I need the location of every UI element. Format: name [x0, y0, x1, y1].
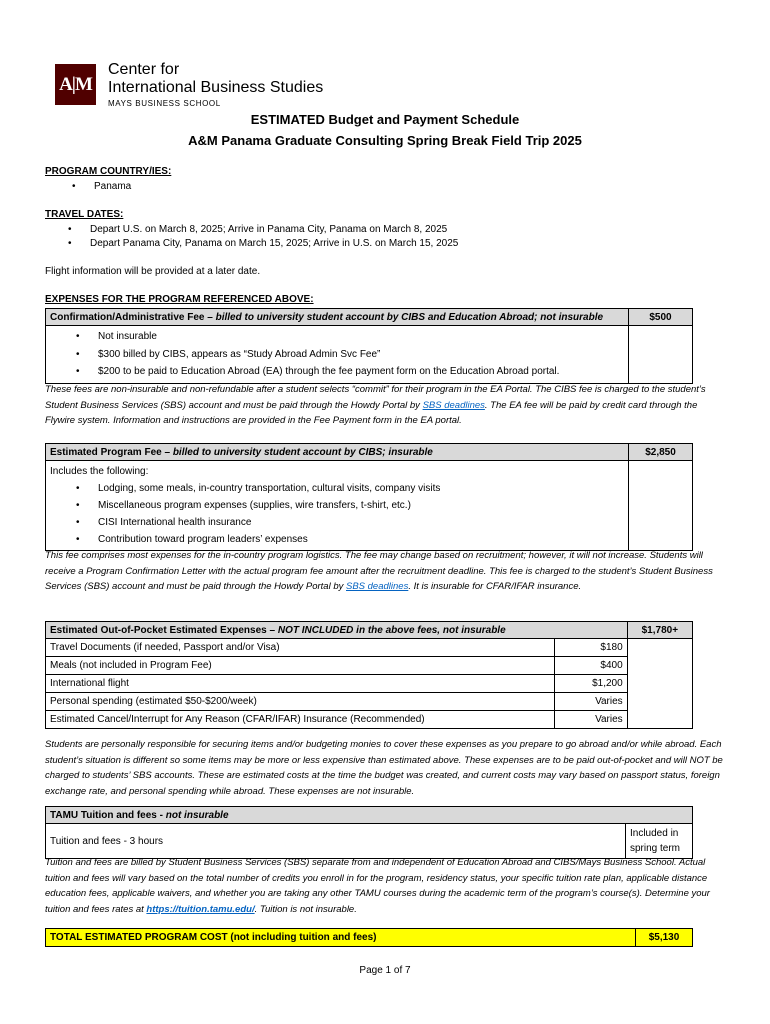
admin-fee-note: These fees are non-insurable and non-refundable after a student selects “commit” for their program in the EA Portal. The CIBS fee is charged to the student’s Student Business Services (SBS) account and must be paid through the Howdy Portal by SBS deadlines. The EA fee will be paid by credit card through the Flywire system. Information and instructions are provided in the Fee Payment form in the EA portal. — [45, 384, 706, 426]
logo-line-3: MAYS BUSINESS SCHOOL — [108, 99, 221, 108]
logo-line-1: Center for — [108, 61, 180, 78]
list-item: • Lodging, some meals, in-country transportation, cultural visits, company visits — [98, 480, 624, 497]
table-row: Estimated Cancel/Interrupt for Any Reason (CFAR/IFAR) Insurance (Recommended) Varies — [46, 711, 693, 729]
page-number: Page 1 of 7 — [359, 965, 411, 976]
program-fee-items — [46, 461, 629, 551]
logo-line-2: International Business Studies — [108, 79, 324, 96]
program-fee-amount: $2,850 — [629, 444, 693, 461]
total-table — [45, 928, 693, 947]
country-heading: PROGRAM COUNTRY/IES: — [45, 166, 172, 177]
table-row: Meals (not included in Program Fee) $400 — [46, 657, 693, 675]
expenses-heading: EXPENSES FOR THE PROGRAM REFERENCED ABOVE: — [45, 294, 314, 305]
oop-title: Estimated Out-of-Pocket Estimated Expenses – NOT INCLUDED in the above fees, not insurable — [46, 622, 628, 639]
table-row: International flight $1,200 — [46, 675, 693, 693]
total-label: TOTAL ESTIMATED PROGRAM COST (not including tuition and fees) — [46, 929, 636, 947]
list-item: • CISI International health insurance — [98, 514, 624, 531]
sbs-deadlines-link[interactable]: SBS deadlines — [422, 399, 485, 411]
flight-info: Flight information will be provided at a later date. — [45, 266, 261, 277]
list-item: • Contribution toward program leaders’ expenses — [98, 531, 624, 548]
oop-amount: $1,780+ — [627, 622, 692, 639]
admin-fee-amount: $500 — [629, 309, 693, 326]
total-amount: $5,130 — [636, 929, 693, 947]
admin-fee-items — [46, 326, 629, 384]
travel-item: • Depart U.S. on March 8, 2025; Arrive in Panama City, Panama on March 8, 2025 — [90, 224, 447, 235]
table-row: Tuition and fees - 3 hours Included in spring term — [46, 824, 693, 859]
list-item: • Miscellaneous program expenses (supplies, wire transfers, t-shirt, etc.) — [98, 497, 624, 514]
country-item: • Panama — [94, 181, 131, 192]
list-item: • Not insurable — [98, 328, 624, 346]
program-fee-note: This fee comprises most expenses for the in-country program logistics. The fee may change based on recruitment; however, it will not increase. Students will receive a Program Confirmation Letter with the actual program fee amount after the recruitment deadline. This fee is charged to the student’s Student Business Services (SBS) account and must be paid through the Howdy Portal by SBS deadlines. It is insurable for CFAR/IFAR insurance. — [45, 550, 713, 592]
page-title: ESTIMATED Budget and Payment Schedule — [250, 112, 520, 127]
travel-heading: TRAVEL DATES: — [45, 209, 124, 220]
page-subtitle: A&M Panama Graduate Consulting Spring Break Field Trip 2025 — [188, 133, 582, 148]
travel-item: • Depart Panama City, Panama on March 15, 2025; Arrive in U.S. on March 15, 2025 — [90, 238, 458, 249]
program-fee-table — [45, 443, 693, 551]
tuition-table — [45, 806, 693, 859]
sbs-deadlines-link[interactable]: SBS deadlines — [346, 581, 409, 592]
admin-fee-title: Confirmation/Administrative Fee – billed to university student account by CIBS and Education Abroad; not insurable — [46, 309, 629, 326]
out-of-pocket-table — [45, 621, 693, 729]
list-item: • $200 to be paid to Education Abroad (EA) through the fee payment form on the Education Abroad portal. — [98, 363, 624, 381]
admin-fee-table — [45, 308, 693, 384]
tuition-note: Tuition and fees are billed by Student Business Services (SBS) separate from and independent of Education Abroad and CIBS/Mays Business School. Actual tuition and fees will vary based on the total number of credits you enroll in for the program, residency status, your specific tuition rate plan, applicable distance education fees, applicable waivers, and whether you are taking any other TAMU courses during the academic term of the program’s course(s). Determine your tuition and fees rates at https://tuition.tamu.edu/. Tuition is not insurable. — [45, 857, 710, 915]
table-row: Personal spending (estimated $50-$200/week) Varies — [46, 693, 693, 711]
list-item: • $300 billed by CIBS, appears as “Study Abroad Admin Svc Fee” — [98, 346, 624, 364]
table-row: Travel Documents (if needed, Passport and/or Visa) $180 — [46, 639, 693, 657]
program-fee-title: Estimated Program Fee – billed to university student account by CIBS; insurable — [46, 444, 629, 461]
tamu-logo-icon: A|M — [55, 64, 96, 105]
tuition-link[interactable]: https://tuition.tamu.edu/ — [146, 903, 255, 915]
tuition-title: TAMU Tuition and fees - not insurable — [46, 807, 693, 824]
program-fee-intro: Includes the following: — [50, 466, 149, 477]
oop-note: Students are personally responsible for securing items and/or budgeting monies to cover these expenses as you prepare to go abroad and/or while abroad. Each student’s situation is different so some items may be more or less expensive than estimated above. These expenses are to be paid out-of-pocket and will NOT be charged to students’ SBS accounts. These are estimated costs at the time the budget was created, and current costs may vary based on passport status, foreign exchange rate, and personal spending while abroad. These expenses are not insurable. — [45, 739, 723, 797]
